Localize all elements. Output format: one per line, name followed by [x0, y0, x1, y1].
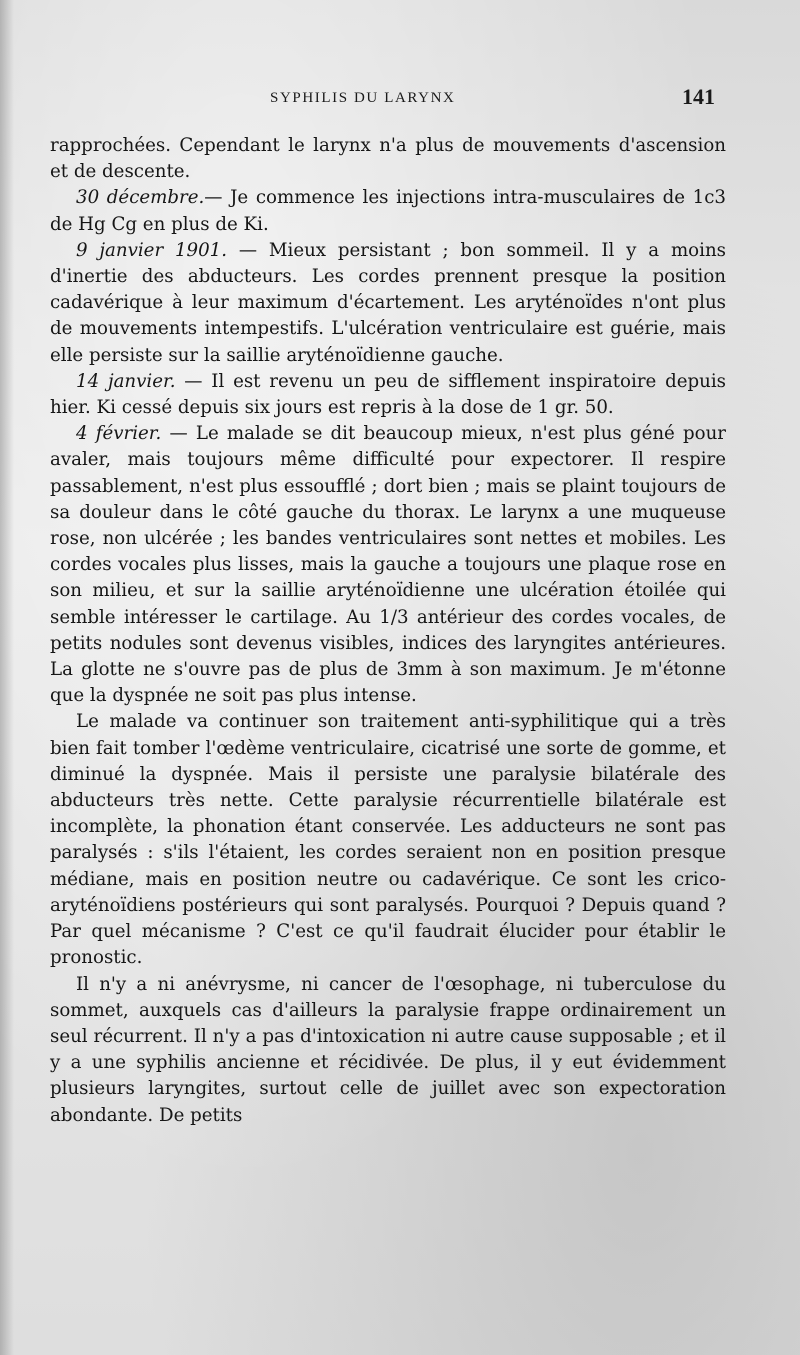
page-header: [60, 84, 715, 114]
page-number: 141: [682, 84, 715, 109]
paragraph-text: — Il est revenu un peu de sifflement inspiratoire depuis hier. Ki cessé depuis six jours est repris à la dose de 1 gr. 50.: [50, 370, 726, 419]
entry-date: 9 janvier 1901.: [76, 239, 228, 261]
paragraph-text: Il n'y a ni anévrysme, ni cancer de l'œsophage, ni tuberculose du sommet, auxquels cas d'ailleurs la paralysie frappe ordinairement un seul récurrent. Il n'y a pas d'intoxication ni autre cause supposable ; et il y a une syphilis ancienne et récidivée. De plus, il y eut évidemment plusieurs laryngites, surtout celle de juillet avec son expectoration abondante. De petits: [50, 973, 726, 1126]
paragraph-text: — Mieux persistant ; bon sommeil. Il y a moins d'inertie des abducteurs. Les cordes prennent presque la position cadavérique à leur maximum d'écartement. Les aryténoïdes n'ont plus de mouvements intempestifs. L'ulcération ventriculaire est guérie, mais elle persiste sur la saillie aryténoïdienne gauche.: [50, 239, 727, 366]
paragraph: [50, 133, 726, 185]
paragraph: [50, 421, 726, 709]
paragraph: [50, 709, 726, 971]
paragraph: [50, 238, 726, 369]
paragraph-text: — Le malade se dit beaucoup mieux, n'est plus géné pour avaler, mais toujours même difficulté pour expectorer. Il respire passablement, n'est plus essoufflé ; dort bien ; mais se plaint toujours de sa douleur dans le côté gauche du thorax. Le larynx a une muqueuse rose, non ulcérée ; les bandes ventriculaires sont nettes et mobiles. Les cordes vocales plus lisses, mais la gauche a toujours une plaque rose en son milieu, et sur la saillie aryténoïdienne une ulcération étoilée qui semble intéresser le cartilage. Au 1/3 antérieur des cordes vocales, de petits nodules sont devenus visibles, indices des laryngites antérieures. La glotte ne s'ouvre pas de plus de 3mm à son maximum. Je m'étonne que la dyspnée ne soit pas plus intense.: [50, 423, 727, 707]
paragraph-text: Le malade va continuer son traitement anti-syphilitique qui a très bien fait tomber l'œdème ventriculaire, cicatrisé une sorte de gomme, et diminué la dyspnée. Mais il persiste une paralysie bilatérale des abducteurs très nette. Cette paralysie récurrentielle bilatérale est incomplète, la phonation étant conservée. Les adducteurs ne sont pas paralysés : s'ils l'étaient, les cordes seraient non en position presque médiane, mais en position neutre ou cadavérique. Ce sont les crico-aryténoïdiens postérieurs qui sont paralysés. Pourquoi ? Depuis quand ? Par quel mécanisme ? C'est ce qu'il faudrait élucider pour établir le pronostic.: [50, 711, 726, 969]
entry-date: 4 février.: [76, 423, 162, 445]
paragraph: [50, 185, 726, 237]
entry-date: 14 janvier.: [76, 370, 176, 392]
running-title: SYPHILIS DU LARYNX: [270, 90, 456, 106]
paragraph: [50, 972, 726, 1129]
paragraph: [50, 369, 726, 421]
entry-date: 30 décembre.: [76, 187, 205, 209]
body-text: [50, 133, 726, 1129]
paragraph-text: — Je commence les injections intra-musculaires de 1c3 de Hg Cg en plus de Ki.: [50, 187, 726, 235]
paragraph-text: rapprochées. Cependant le larynx n'a plus de mouvements d'ascension et de descente.: [50, 135, 726, 183]
